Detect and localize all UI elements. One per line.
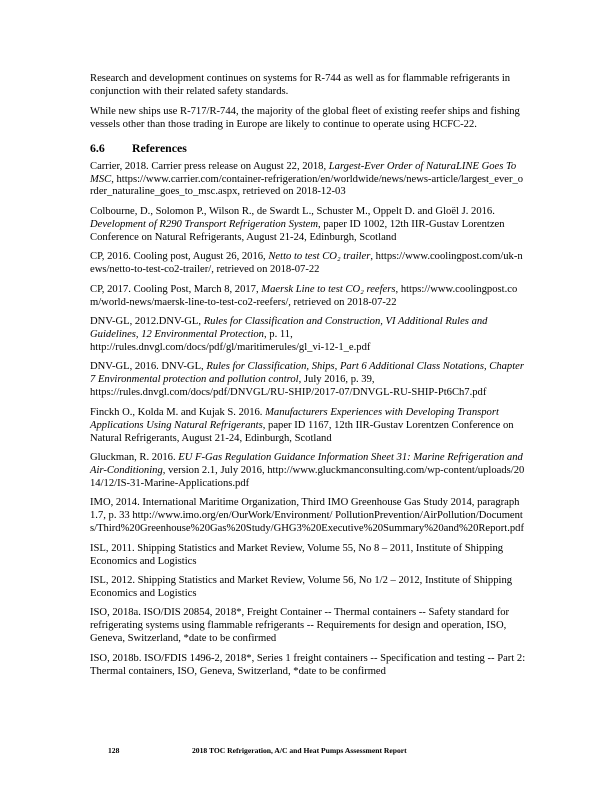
section-number: 6.6: [90, 140, 105, 155]
reference-item: Finckh O., Kolda M. and Kujak S. 2016. Manufacturers Experiences with Developing Transport Applications Using Natural Refrigerants, paper ID 1167, 12th IIR-Gustav Lorentzen Conference on Natural Refrigerants, August 21-24, Edinburgh, Scotland: [90, 406, 514, 444]
reference-item: ISL, 2011. Shipping Statistics and Market Review, Volume 55, No 8 – 2011, Institute of Shipping Economics and Logistics: [90, 542, 504, 567]
reference-list: [90, 161, 526, 679]
reference-item: IMO, 2014. International Maritime Organization, Third IMO Greenhouse Gas Study 2014, paragraph 1.7, p. 33 http://www.imo.org/en/OurWork/Environment/ PollutionPrevention/AirPollution/Documents/Third%20Greenhouse%20Gas%20Study/GHG3%20Executive%20Summary%20and%20Report.pdf: [90, 497, 524, 535]
reference-item: ISL, 2012. Shipping Statistics and Market Review, Volume 56, No 1/2 – 2012, Institute of Shipping Economics and Logistics: [90, 575, 513, 599]
page-number: 128: [108, 746, 120, 755]
reference-item: Carrier, 2018. Carrier press release on August 22, 2018, Largest-Ever Order of NaturaLINE Goes To MSC, https://www.carrier.com/container-refrigeration/en/worldwide/news/news-article/largest_ever_order_naturaline_goes_to_msc.aspx, retrieved on 2018-12-03: [90, 160, 524, 198]
reference-item: Colbourne, D., Solomon P., Wilson R., de Swardt L., Schuster M., Oppelt D. and Gloël J. 2016. Development of R290 Transport Refrigeration System, paper ID 1002, 12th IIR-Gustav Lorentzen Conference on Natural Refrigerants, August 21-24, Edinburgh, Scotland: [90, 205, 505, 243]
page-content: [90, 73, 526, 685]
reference-item: DNV-GL, 2012.DNV-GL, Rules for Classification and Construction, VI Additional Rules and Guidelines, 12 Environmental Protection, p. 11, http://rules.dnvgl.com/docs/pdf/gl/maritimerules/gl_vi-12-1_e.pdf: [90, 316, 488, 353]
reference-item: ISO, 2018b. ISO/FDIS 1496-2, 2018*, Series 1 freight containers -- Specification and testing -- Part 2: Thermal containers, ISO, Geneva, Switzerland, *date to be confirmed: [90, 652, 526, 677]
body-paragraph: While new ships use R-717/R-744, the majority of the global fleet of existing reefer ships and fishing vessels other than those trading in Europe are likely to continue to operate using HCFC-22.: [90, 105, 520, 130]
section-title: References: [132, 140, 187, 155]
reference-item: CP, 2017. Cooling Post, March 8, 2017, Maersk Line to test CO₂ reefers, https://www.coolingpost.com/world-news/maersk-line-to-test-co2-reefers/, retrieved on 2018-07-22: [90, 283, 518, 308]
body-paragraph: Research and development continues on systems for R-744 as well as for flammable refrigerants in conjunction with their related safety standards.: [90, 73, 511, 97]
reference-item: Gluckman, R. 2016. EU F-Gas Regulation Guidance Information Sheet 31: Marine Refrigeration and Air-Conditioning, version 2.1, July 2016, http://www.gluckmanconsulting.com/wp-content/uploads/2014/12/IS-31-Marine-Applications.pdf: [90, 452, 525, 489]
footer-report-title: 2018 TOC Refrigeration, A/C and Heat Pumps Assessment Report: [192, 746, 407, 755]
section-heading: [90, 141, 526, 155]
reference-item: ISO, 2018a. ISO/DIS 20854, 2018*, Freight Container -- Thermal containers -- Safety standard for refrigerating systems using flammable refrigerants -- Requirements for design and operation, ISO, Geneva, Switzerland, *date to be confirmed: [90, 607, 510, 645]
reference-item: CP, 2016. Cooling post, August 26, 2016, Netto to test CO₂ trailer, https://www.coolingpost.com/uk-news/netto-to-test-co2-trailer/, retrieved on 2018-07-22: [90, 251, 523, 276]
reference-item: DNV-GL, 2016. DNV-GL, Rules for Classification, Ships, Part 6 Additional Class Notations, Chapter 7 Environmental protection and pollution control, July 2016, p. 39, https://rules.dnvgl.com/docs/pdf/DNVGL/RU-SHIP/2017-07/DNVGL-RU-SHIP-Pt6Ch7.pdf: [90, 361, 524, 399]
